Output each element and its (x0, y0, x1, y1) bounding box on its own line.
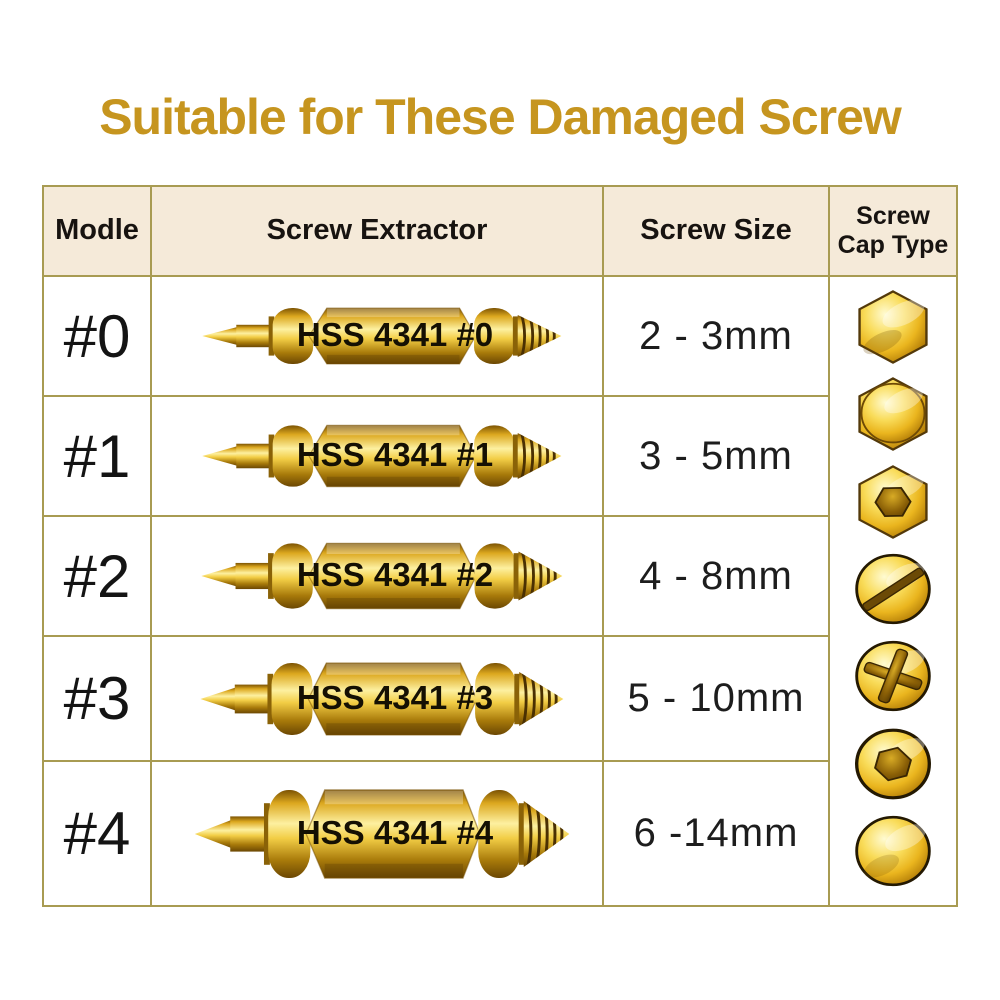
phillips-round-head-icon (850, 636, 936, 716)
extractor-cell (152, 397, 602, 515)
screw-size-cell: 6 -14mm (604, 762, 828, 905)
extractor-cell (152, 517, 602, 635)
model-cell: #1 (44, 397, 150, 515)
header-screw-cap-type: Screw Cap Type (830, 187, 956, 275)
model-cell: #0 (44, 277, 150, 395)
header-screw-size: Screw Size (604, 187, 828, 275)
header-model: Modle (44, 187, 150, 275)
screw-cap-column (830, 277, 956, 905)
spec-table (42, 185, 958, 907)
hex-with-hex-socket-head-icon (850, 462, 936, 542)
extractor-bit-label: HSS 4341 #0 (296, 316, 494, 354)
screw-size-cell: 3 - 5mm (604, 397, 828, 515)
extractor-bit-label: HSS 4341 #4 (296, 813, 494, 851)
hex-flange-head-icon (850, 374, 936, 454)
hex-head-icon (850, 287, 936, 367)
screw-size-cell: 4 - 8mm (604, 517, 828, 635)
model-cell: #3 (44, 637, 150, 760)
extractor-bit-label: HSS 4341 #1 (296, 436, 494, 474)
extractor-bit-label: HSS 4341 #3 (296, 678, 494, 716)
slotted-round-head-icon (850, 549, 936, 629)
plain-round-head-icon (850, 811, 936, 891)
model-cell: #2 (44, 517, 150, 635)
extractor-bit-label: HSS 4341 #2 (296, 556, 494, 594)
screw-size-cell: 2 - 3mm (604, 277, 828, 395)
header-screw-extractor: Screw Extractor (152, 187, 602, 275)
round-head-hex-recess-icon (850, 724, 936, 804)
extractor-cell (152, 637, 602, 760)
extractor-cell (152, 762, 602, 905)
model-cell: #4 (44, 762, 150, 905)
page-title: Suitable for These Damaged Screw (99, 89, 901, 145)
extractor-cell (152, 277, 602, 395)
screw-size-cell: 5 - 10mm (604, 637, 828, 760)
